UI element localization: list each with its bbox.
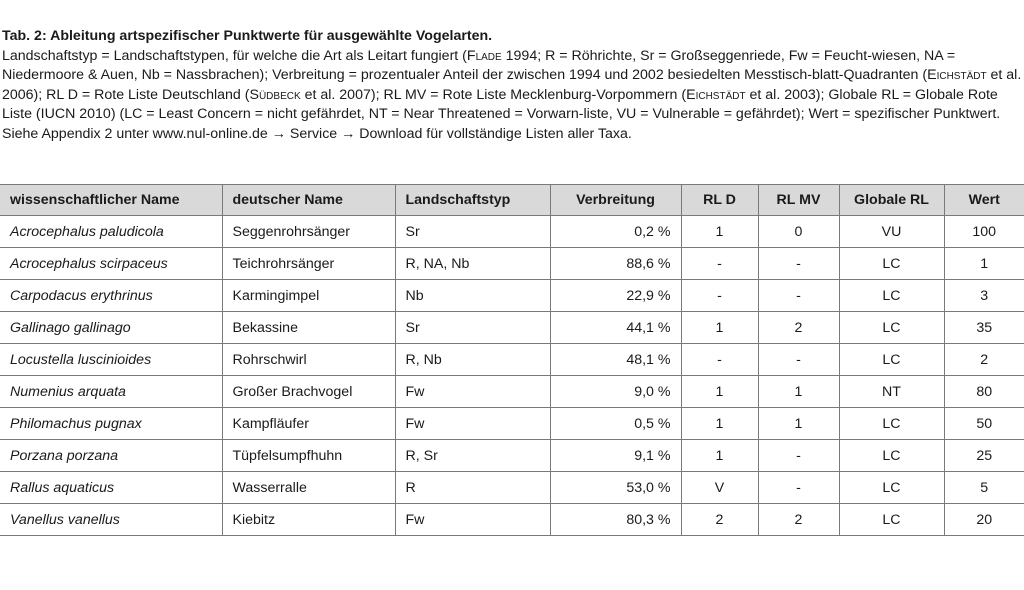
cell-rl-d: - — [681, 248, 758, 280]
cell-distribution: 22,9 % — [550, 280, 681, 312]
cell-rl-mv: - — [758, 280, 839, 312]
cell-distribution: 53,0 % — [550, 472, 681, 504]
cell-german-name: Karmingimpel — [222, 280, 395, 312]
cell-rl-d: 1 — [681, 216, 758, 248]
species-table — [0, 184, 1024, 536]
cell-global-rl: LC — [839, 280, 944, 312]
table-row — [0, 440, 1024, 472]
cell-global-rl: LC — [839, 312, 944, 344]
cell-scientific-name: Rallus aquaticus — [0, 472, 222, 504]
table-title: Tab. 2: Ableitung artspezifischer Punktwerte für ausgewählte Vogelarten. — [2, 28, 493, 44]
table-row — [0, 280, 1024, 312]
cell-rl-mv: 0 — [758, 216, 839, 248]
table-row — [0, 504, 1024, 536]
cell-value: 100 — [944, 216, 1024, 248]
author-suedbeck: Südbeck — [249, 86, 301, 103]
cell-distribution: 80,3 % — [550, 504, 681, 536]
cell-landscape-type: Sr — [395, 312, 550, 344]
cell-rl-mv: - — [758, 344, 839, 376]
cell-value: 50 — [944, 408, 1024, 440]
cell-distribution: 88,6 % — [550, 248, 681, 280]
cell-rl-mv: 1 — [758, 376, 839, 408]
cell-distribution: 0,5 % — [550, 408, 681, 440]
cell-landscape-type: R, Nb — [395, 344, 550, 376]
column-header: Wert — [944, 185, 1024, 216]
column-header: RL D — [681, 185, 758, 216]
cell-landscape-type: R, NA, Nb — [395, 248, 550, 280]
cell-value: 5 — [944, 472, 1024, 504]
cell-global-rl: LC — [839, 440, 944, 472]
cell-german-name: Bekassine — [222, 312, 395, 344]
header-row — [0, 185, 1024, 216]
cell-distribution: 48,1 % — [550, 344, 681, 376]
cell-global-rl: VU — [839, 216, 944, 248]
cell-scientific-name: Porzana porzana — [0, 440, 222, 472]
cell-value: 1 — [944, 248, 1024, 280]
cell-scientific-name: Vanellus vanellus — [0, 504, 222, 536]
author-flade: Flade — [466, 47, 502, 64]
cell-value: 2 — [944, 344, 1024, 376]
cell-german-name: Seggenrohrsänger — [222, 216, 395, 248]
cell-global-rl: LC — [839, 504, 944, 536]
cell-rl-mv: 2 — [758, 312, 839, 344]
cell-landscape-type: Nb — [395, 280, 550, 312]
cell-scientific-name: Philomachus pugnax — [0, 408, 222, 440]
cell-distribution: 9,0 % — [550, 376, 681, 408]
column-header: wissenschaftlicher Name — [0, 185, 222, 216]
table-row — [0, 376, 1024, 408]
cell-scientific-name: Acrocephalus scirpaceus — [0, 248, 222, 280]
cell-distribution: 0,2 % — [550, 216, 681, 248]
cell-rl-d: - — [681, 344, 758, 376]
table-row — [0, 312, 1024, 344]
cell-scientific-name: Acrocephalus paludicola — [0, 216, 222, 248]
cell-german-name: Kampfläufer — [222, 408, 395, 440]
cell-rl-mv: - — [758, 472, 839, 504]
cell-value: 35 — [944, 312, 1024, 344]
cell-rl-mv: - — [758, 440, 839, 472]
cell-german-name: Teichrohrsänger — [222, 248, 395, 280]
cell-german-name: Großer Brachvogel — [222, 376, 395, 408]
cell-rl-mv: 2 — [758, 504, 839, 536]
column-header: deutscher Name — [222, 185, 395, 216]
legend-text: et al. 2003); Globale RL = Globale Rote Liste (IUCN 2010) (LC = Least Concern = nicht gefährdet, NT = Near Threatened = Vorwarn-liste, VU = Vulnerable = gefährdet); Wert = spezifischer Punktwert. Siehe Appendix 2 unter www.nul-online.de → Service → Download für vollständige Listen aller Taxa. — [2, 86, 1001, 142]
cell-rl-mv: 1 — [758, 408, 839, 440]
cell-rl-d: 1 — [681, 312, 758, 344]
cell-value: 25 — [944, 440, 1024, 472]
column-header: RL MV — [758, 185, 839, 216]
column-header: Globale RL — [839, 185, 944, 216]
cell-value: 3 — [944, 280, 1024, 312]
cell-value: 80 — [944, 376, 1024, 408]
column-header: Landschaftstyp — [395, 185, 550, 216]
cell-german-name: Rohrschwirl — [222, 344, 395, 376]
cell-global-rl: LC — [839, 472, 944, 504]
table-row — [0, 472, 1024, 504]
cell-landscape-type: R — [395, 472, 550, 504]
cell-german-name: Wasserralle — [222, 472, 395, 504]
cell-landscape-type: Sr — [395, 216, 550, 248]
cell-german-name: Kiebitz — [222, 504, 395, 536]
table-caption — [2, 27, 1022, 145]
cell-landscape-type: R, Sr — [395, 440, 550, 472]
cell-distribution: 9,1 % — [550, 440, 681, 472]
cell-landscape-type: Fw — [395, 504, 550, 536]
cell-scientific-name: Locustella luscinioides — [0, 344, 222, 376]
legend-text: 1994; R = Röhrichte, Sr = Großseggenriede, Fw = Feucht-wiesen, NA = Niedermoore & Auen, Nb = Nassbrachen); Verbreitung = prozentualer Anteil der zwischen 1994 und 2002 besiedelten Messtisch-blatt-Quadranten ( — [2, 47, 956, 84]
table-legend — [2, 47, 1022, 145]
table-row — [0, 216, 1024, 248]
cell-landscape-type: Fw — [395, 376, 550, 408]
cell-german-name: Tüpfelsumpfhuhn — [222, 440, 395, 472]
cell-scientific-name: Gallinago gallinago — [0, 312, 222, 344]
cell-rl-d: V — [681, 472, 758, 504]
cell-distribution: 44,1 % — [550, 312, 681, 344]
cell-rl-d: 1 — [681, 408, 758, 440]
legend-text: et al. 2007); RL MV = Rote Liste Mecklenburg-Vorpommern ( — [300, 86, 687, 103]
author-eichstaedt: Eichstädt — [927, 67, 987, 84]
cell-global-rl: LC — [839, 344, 944, 376]
table-row — [0, 408, 1024, 440]
cell-rl-d: 1 — [681, 440, 758, 472]
cell-scientific-name: Numenius arquata — [0, 376, 222, 408]
legend-text: Landschaftstyp = Landschaftstypen, für welche die Art als Leitart fungiert ( — [2, 47, 467, 64]
cell-value: 20 — [944, 504, 1024, 536]
legend-text: et al. 2006); RL D = Rote Liste Deutschland ( — [2, 67, 1022, 103]
cell-landscape-type: Fw — [395, 408, 550, 440]
cell-global-rl: LC — [839, 248, 944, 280]
cell-rl-d: 2 — [681, 504, 758, 536]
cell-rl-d: - — [681, 280, 758, 312]
cell-rl-mv: - — [758, 248, 839, 280]
author-eichstaedt: Eichstädt — [686, 86, 746, 103]
cell-global-rl: LC — [839, 408, 944, 440]
cell-rl-d: 1 — [681, 376, 758, 408]
column-header: Verbreitung — [550, 185, 681, 216]
cell-scientific-name: Carpodacus erythrinus — [0, 280, 222, 312]
table-row — [0, 248, 1024, 280]
cell-global-rl: NT — [839, 376, 944, 408]
table-row — [0, 344, 1024, 376]
